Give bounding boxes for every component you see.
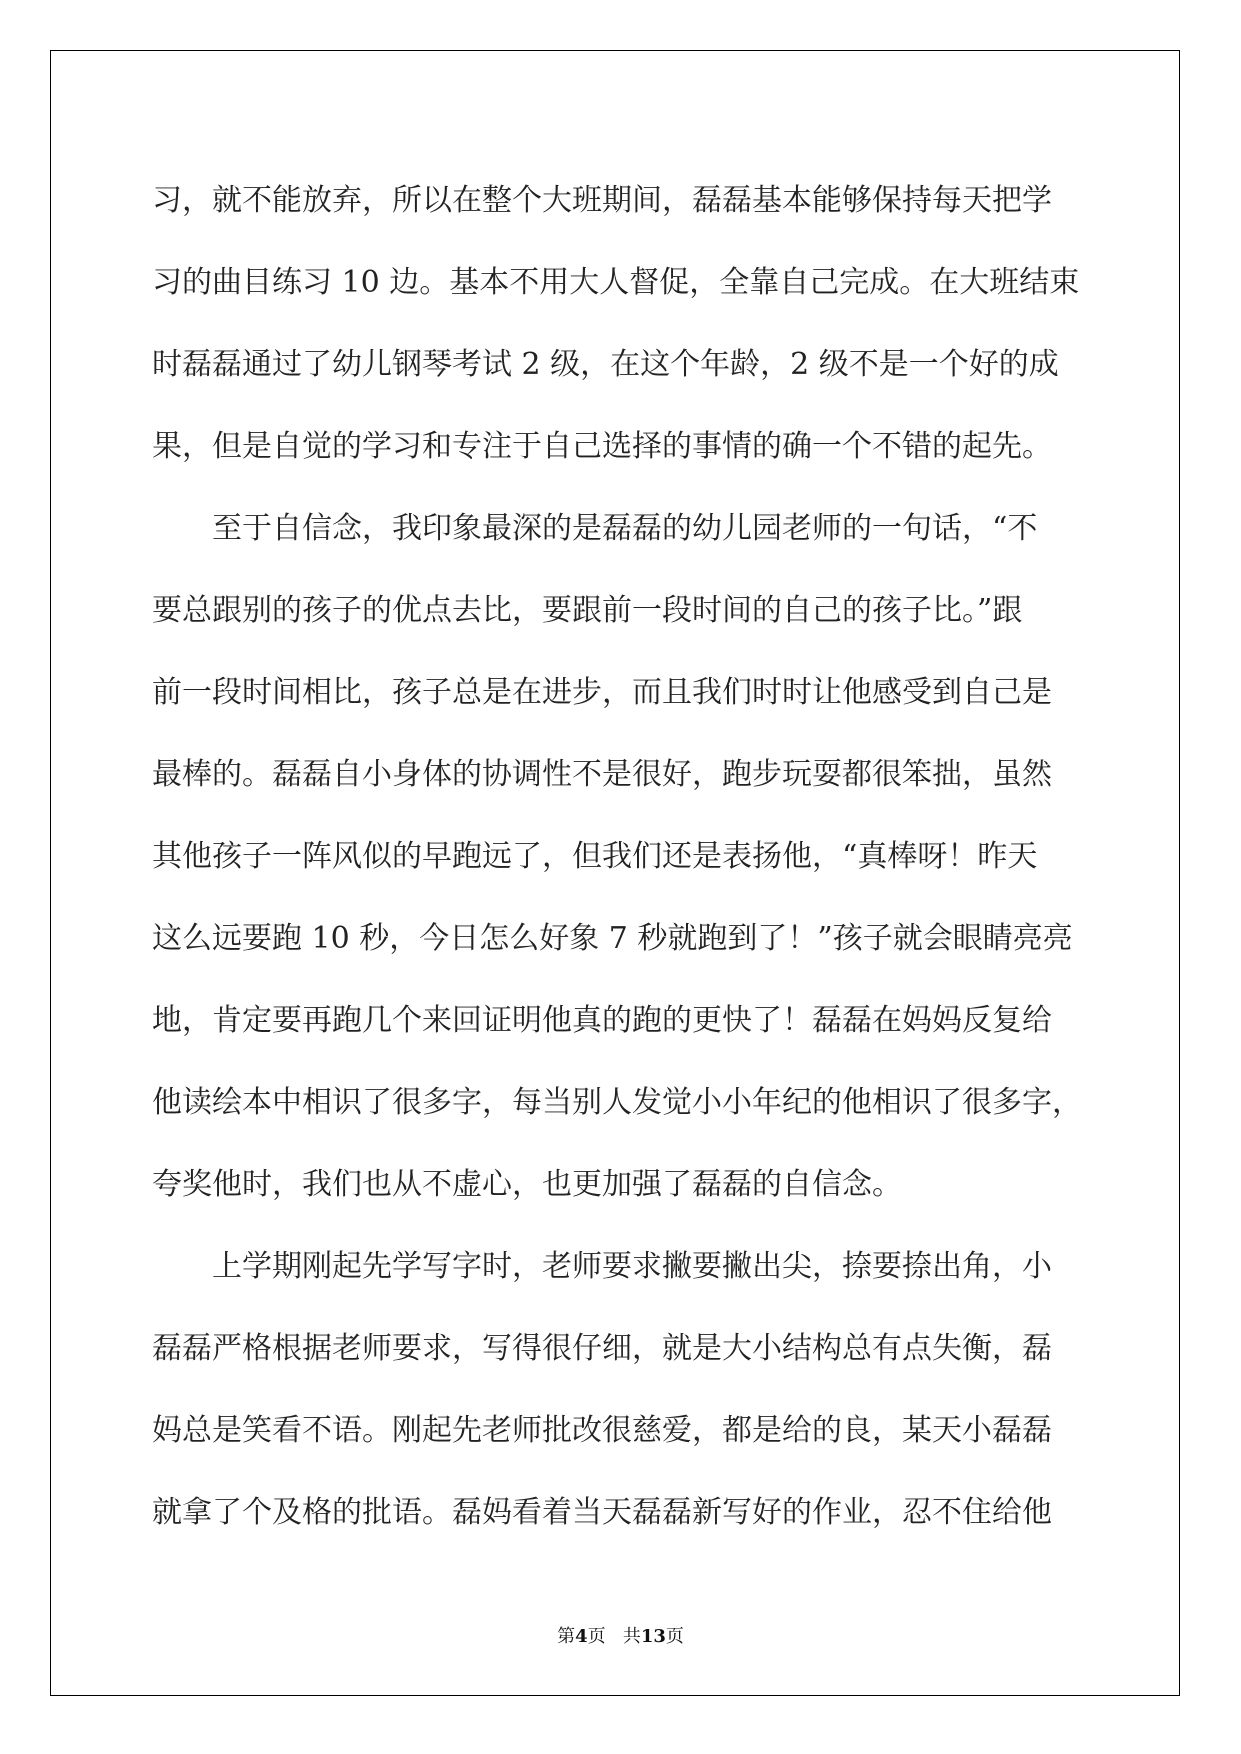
text-line: 果，但是自觉的学习和专注于自己选择的事情的确一个不错的起先。	[152, 429, 1052, 464]
text-line: 就拿了个及格的批语。磊妈看着当天磊磊新写好的作业，忍不住给他	[152, 1495, 1052, 1530]
paragraph-start-line: 至于自信念，我印象最深的是磊磊的幼儿园老师的一句话，“不	[212, 511, 1038, 546]
document-body	[152, 160, 1092, 1554]
text-line: 前一段时间相比，孩子总是在进步，而且我们时时让他感受到自己是	[152, 675, 1052, 710]
page-footer	[0, 1622, 1241, 1648]
text-line: 时磊磊通过了幼儿钢琴考试 2 级，在这个年龄，2 级不是一个好的成	[152, 347, 1059, 382]
text-line: 他读绘本中相识了很多字，每当别人发觉小小年纪的他相识了很多字，	[152, 1085, 1082, 1120]
footer-total-suffix: 页	[665, 1626, 684, 1647]
text-line: 习，就不能放弃，所以在整个大班期间，磊磊基本能够保持每天把学	[152, 183, 1052, 218]
text-line: 地，肯定要再跑几个来回证明他真的跑的更快了！磊磊在妈妈反复给	[152, 1003, 1052, 1038]
text-line: 习的曲目练习 10 边。基本不用大人督促，全靠自己完成。在大班结束	[152, 265, 1080, 300]
total-pages: 13	[640, 1626, 666, 1647]
text-line: 其他孩子一阵风似的早跑远了，但我们还是表扬他，“真棒呀！昨天	[152, 839, 1038, 874]
text-line: 最棒的。磊磊自小身体的协调性不是很好，跑步玩耍都很笨拙，虽然	[152, 757, 1052, 792]
page-number: 4	[575, 1626, 588, 1647]
text-line: 妈总是笑看不语。刚起先老师批改很慈爱，都是给的良，某天小磊磊	[152, 1413, 1052, 1448]
paragraph-start-line: 上学期刚起先学写字时，老师要求撇要撇出尖，捺要捺出角，小	[212, 1249, 1052, 1284]
text-line: 夸奖他时，我们也从不虚心，也更加强了磊磊的自信念。	[152, 1167, 902, 1202]
text-line: 磊磊严格根据老师要求，写得很仔细，就是大小结构总有点失衡，磊	[152, 1331, 1052, 1366]
footer-suffix: 页	[587, 1626, 606, 1647]
footer-prefix: 第	[557, 1626, 576, 1647]
text-line: 这么远要跑 10 秒，今日怎么好象 7 秒就跑到了！”孩子就会眼睛亮亮	[152, 921, 1073, 956]
footer-total-prefix: 共	[622, 1626, 641, 1647]
text-line: 要总跟别的孩子的优点去比，要跟前一段时间的自己的孩子比。”跟	[152, 593, 1023, 628]
